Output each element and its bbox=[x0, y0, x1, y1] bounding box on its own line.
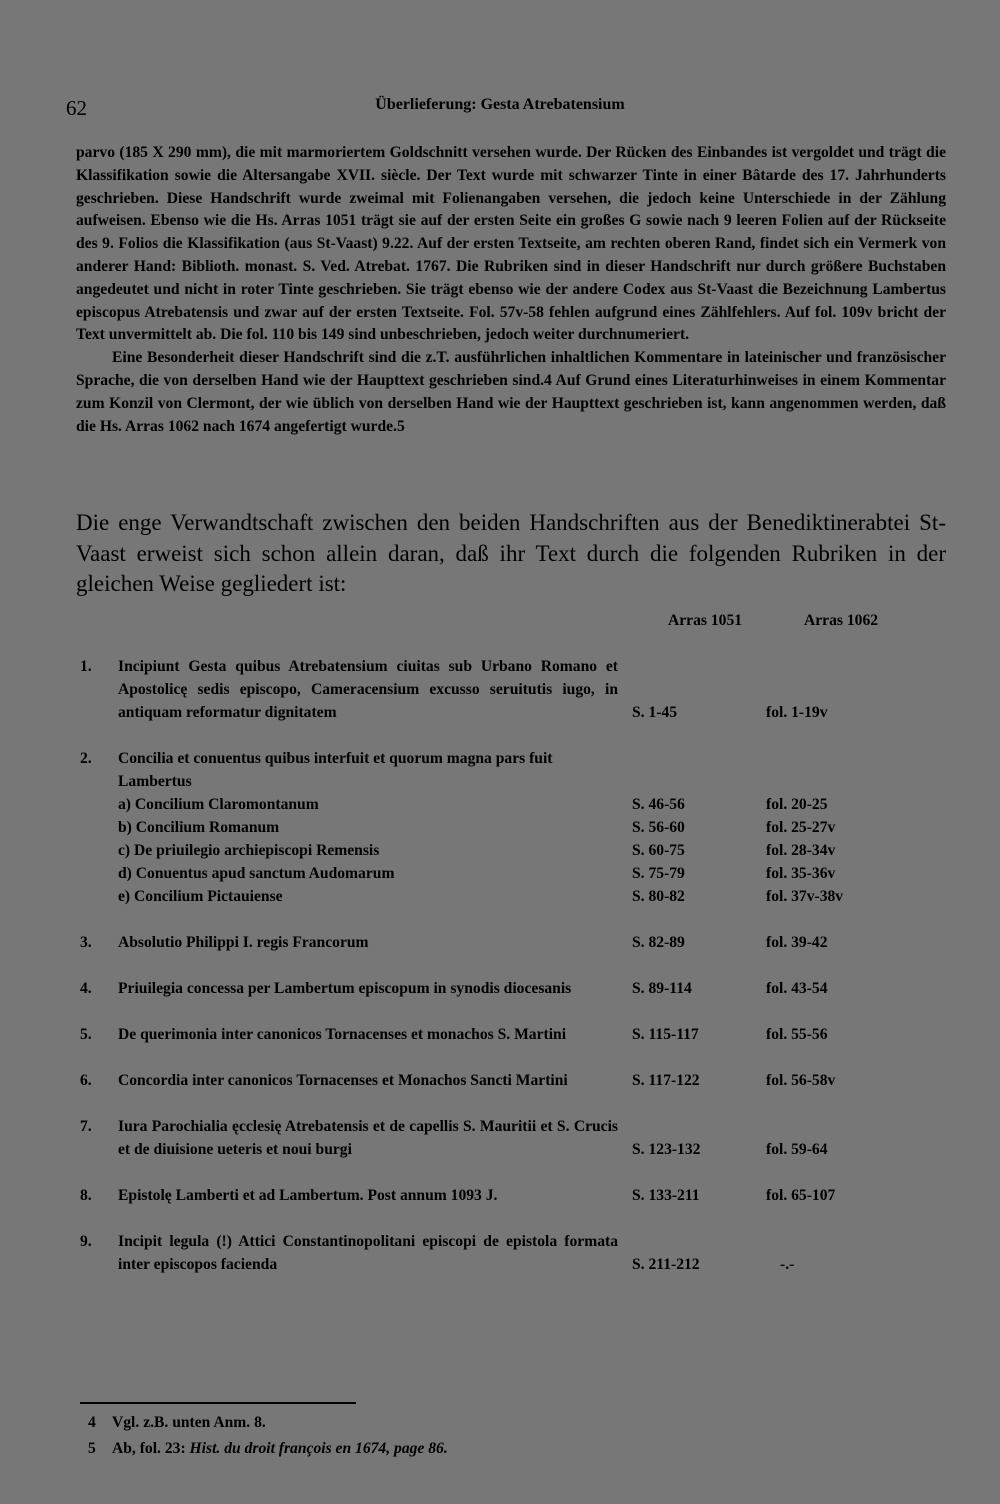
rubric-sub-row bbox=[80, 839, 960, 862]
intro-text: Die enge Verwandtschaft zwischen den beiden Handschriften aus der Benediktinerabtei St-Vaast erweist sich schon allein daran, daß ihr Text durch die folgenden Rubriken in der gleichen Weise gegliedert ist: bbox=[76, 510, 946, 596]
rubric-arras-1051: S. 82-89 bbox=[632, 934, 685, 951]
rubric-sub-label: b) Concilium Romanum bbox=[118, 819, 280, 836]
rubric-title: Absolutio Philippi I. regis Francorum bbox=[118, 934, 369, 951]
rubric-arras-1062: -.- bbox=[780, 1256, 795, 1273]
rubric-row bbox=[80, 1023, 960, 1046]
rubric-sub-arras-1062: fol. 28-34v bbox=[766, 842, 836, 859]
rubric-number: 1. bbox=[80, 658, 92, 675]
rubric-number: 7. bbox=[80, 1118, 92, 1135]
footnote-number: 5 bbox=[88, 1440, 96, 1457]
rubric-sub-arras-1062: fol. 37v-38v bbox=[766, 888, 844, 905]
rubric-arras-1051: S. 133-211 bbox=[632, 1187, 700, 1204]
rubric-sub-arras-1051: S. 46-56 bbox=[632, 796, 685, 813]
rubric-sub-row bbox=[80, 862, 960, 885]
rubric-row bbox=[80, 1184, 960, 1207]
rubric-arras-1062: fol. 55-56 bbox=[766, 1026, 828, 1043]
footnote-text: Vgl. z.B. unten Anm. 8. bbox=[112, 1414, 266, 1431]
rubric-row bbox=[80, 1115, 960, 1161]
rubric-row-group bbox=[80, 747, 960, 908]
column-header-arras-1062: Arras 1062 bbox=[804, 612, 879, 629]
rubric-number: 5. bbox=[80, 1026, 92, 1043]
rubric-row bbox=[80, 1069, 960, 1092]
rubric-arras-1062: fol. 1-19v bbox=[766, 704, 828, 721]
rubric-sub-arras-1062: fol. 20-25 bbox=[766, 796, 828, 813]
rubric-sub-label: a) Concilium Claromontanum bbox=[118, 796, 319, 813]
rubric-arras-1051: S. 117-122 bbox=[632, 1072, 700, 1089]
rubric-sub-arras-1051: S. 56-60 bbox=[632, 819, 685, 836]
rubric-title: Priuilegia concessa per Lambertum episcopum in synodis diocesanis bbox=[118, 980, 572, 997]
paragraph-1: parvo (185 X 290 mm), die mit marmoriertem Goldschnitt versehen wurde. Der Rücken des Einbandes ist vergoldet und trägt die Klassifikation sowie die Altersangabe XVII. siècle. Der Text wurde mit schwarzer Tinte in einer Bâtarde des 17. Jahrhunderts geschrieben. Diese Handschrift wurde zweimal mit Folienangaben versehen, die jedoch keine Unterschiede in der Zählung aufweisen. Ebenso wie die Hs. Arras 1051 trägt sie auf der ersten Seite ein großes G sowie nach 9 leeren Folien auf der Rückseite des 9. Folios die Klassifikation (aus St-Vaast) 9.22. Auf der ersten Textseite, am rechten oberen Rand, findet sich ein Vermerk von anderer Hand: Biblioth. monast. S. Ved. Atrebat. 1767. Die Rubriken sind in dieser Handschrift nur durch größere Buchstaben angedeutet und nicht in roter Tinte geschrieben. Sie trägt ebenso wie der andere Codex aus St-Vaast die Bezeichnung Lambertus episcopus Atrebatensis und zwar auf der ersten Textseite. Fol. 57v-58 fehlen aufgrund eines Zählfehlers. Auf fol. 109v bricht der Text unvermittelt ab. Die fol. 110 bis 149 sind unbeschrieben, jedoch weiter durchnumeriert. bbox=[76, 144, 946, 344]
rubric-number: 9. bbox=[80, 1233, 92, 1250]
rubric-row bbox=[80, 747, 960, 793]
rubric-arras-1051: S. 115-117 bbox=[632, 1026, 699, 1043]
rubric-sub-label: e) Concilium Pictauiense bbox=[118, 888, 283, 905]
rubric-row bbox=[80, 1230, 960, 1276]
rubric-sub-arras-1062: fol. 25-27v bbox=[766, 819, 836, 836]
body-text bbox=[76, 142, 946, 438]
rubric-sub-row bbox=[80, 885, 960, 908]
footnote-5 bbox=[88, 1440, 448, 1458]
footnote-text-italic: Hist. du droit françois en 1674, page 86. bbox=[189, 1440, 448, 1457]
rubric-title: Concordia inter canonicos Tornacenses et Monachos Sancti Martini bbox=[118, 1072, 568, 1089]
rubric-sub-arras-1051: S. 60-75 bbox=[632, 842, 685, 859]
page-number: 62 bbox=[66, 96, 87, 120]
rubric-number: 6. bbox=[80, 1072, 92, 1089]
rubric-row bbox=[80, 931, 960, 954]
rubric-sub-arras-1051: S. 75-79 bbox=[632, 865, 685, 882]
rubric-number: 3. bbox=[80, 934, 92, 951]
column-header-arras-1051: Arras 1051 bbox=[668, 612, 743, 629]
rubric-arras-1062: fol. 59-64 bbox=[766, 1141, 828, 1158]
rubric-arras-1062: fol. 65-107 bbox=[766, 1187, 836, 1204]
footnote-number: 4 bbox=[88, 1414, 96, 1431]
rubric-sub-row bbox=[80, 816, 960, 839]
rubric-number: 2. bbox=[80, 750, 92, 767]
rubric-arras-1051: S. 123-132 bbox=[632, 1141, 701, 1158]
rubric-title: Iura Parochialia ęcclesię Atrebatensis et de capellis S. Mauritii et S. Crucis et de diuisione ueteris et noui burgi bbox=[118, 1118, 618, 1158]
rubric-sub-label: d) Conuentus apud sanctum Audomarum bbox=[118, 865, 395, 882]
rubrics-table bbox=[80, 655, 960, 1299]
rubric-arras-1062: fol. 56-58v bbox=[766, 1072, 836, 1089]
running-head: Überlieferung: Gesta Atrebatensium bbox=[375, 96, 625, 113]
rubric-arras-1062: fol. 43-54 bbox=[766, 980, 828, 997]
footnote-4 bbox=[88, 1414, 266, 1432]
footnote-text: Ab, fol. 23: bbox=[112, 1440, 190, 1457]
rubric-arras-1051: S. 89-114 bbox=[632, 980, 692, 997]
paragraph-2: Eine Besonderheit dieser Handschrift sind die z.T. ausführlichen inhaltlichen Kommentare in lateinischer und französischer Sprache, die von derselben Hand wie der Haupttext geschrieben sind.4 Auf Grund eines Literaturhinweises in einem Kommentar zum Konzil von Clermont, der wie üblich von derselben Hand wie der Haupttext geschrieben ist, kann angenommen werden, daß die Hs. Arras 1062 nach 1674 angefertigt wurde.5 bbox=[76, 349, 946, 435]
rubric-row bbox=[80, 977, 960, 1000]
rubric-arras-1051: S. 211-212 bbox=[632, 1256, 700, 1273]
rubric-arras-1051: S. 1-45 bbox=[632, 704, 678, 721]
rubric-sub-label: c) De priuilegio archiepiscopi Remensis bbox=[118, 842, 380, 859]
rubric-arras-1062: fol. 39-42 bbox=[766, 934, 828, 951]
rubric-title: Epistolę Lamberti et ad Lambertum. Post annum 1093 J. bbox=[118, 1187, 498, 1204]
rubric-title: Concilia et conuentus quibus interfuit et quorum magna pars fuit Lambertus bbox=[118, 750, 553, 790]
rubric-row bbox=[80, 655, 960, 724]
rubric-number: 4. bbox=[80, 980, 92, 997]
rubric-sub-arras-1062: fol. 35-36v bbox=[766, 865, 836, 882]
rubric-title: De querimonia inter canonicos Tornacenses et monachos S. Martini bbox=[118, 1026, 567, 1043]
rubric-sub-arras-1051: S. 80-82 bbox=[632, 888, 685, 905]
rubric-sub-row bbox=[80, 793, 960, 816]
rubric-number: 8. bbox=[80, 1187, 92, 1204]
rubric-title: Incipit legula (!) Attici Constantinopolitani episcopi de epistola formata inter episcopos facienda bbox=[118, 1233, 618, 1273]
rubric-title: Incipiunt Gesta quibus Atrebatensium ciuitas sub Urbano Romano et Apostolicę sedis episcopo, Cameracensium excusso seruitutis iugo, in antiquam reformatur dignitatem bbox=[118, 658, 618, 721]
footnote-rule bbox=[80, 1402, 356, 1404]
